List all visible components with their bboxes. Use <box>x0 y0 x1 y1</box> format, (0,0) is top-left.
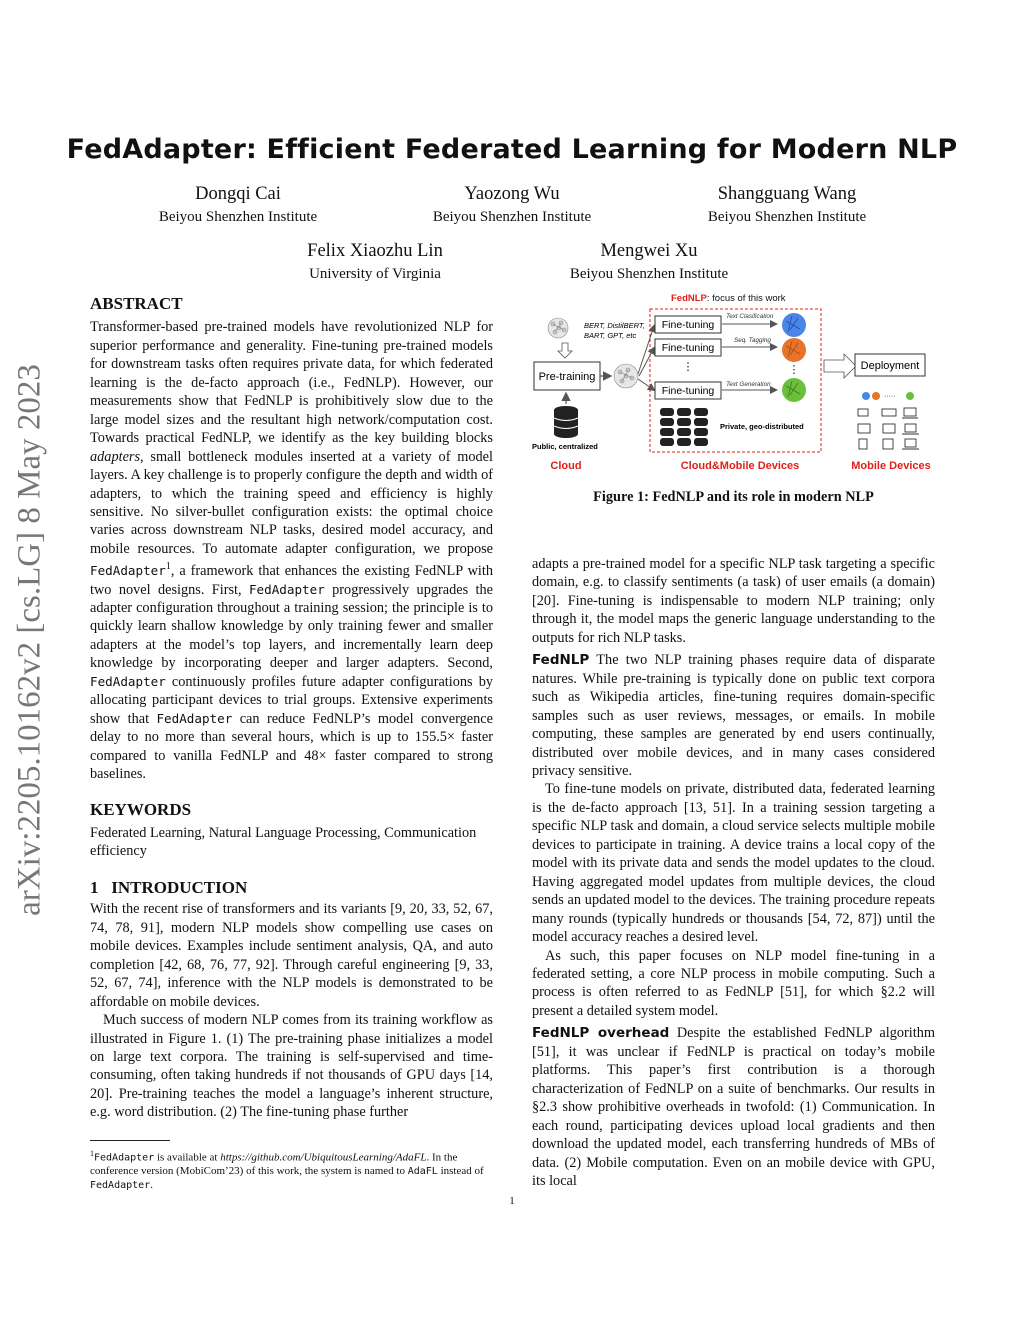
svg-text:·····: ····· <box>884 393 896 400</box>
right-column <box>532 555 935 1190</box>
footnote-url[interactable]: https://github.com/UbiquitousLearning/AdaFL <box>220 1151 427 1164</box>
footnote: $^1$FedAdapter is available at https://github.com/UbiquitousLearning/AdaFL. In the conference version (MobiCom’23) of this work, the system is named to AdaFL instead of FedAdapter. <box>90 1149 484 1191</box>
vdots: ⋮ <box>788 364 800 376</box>
author-affiliation: Beiyou Shenzhen Institute <box>158 209 318 225</box>
figure-diagram <box>528 288 938 478</box>
label-cloud: Cloud <box>550 460 582 472</box>
down-arrow-icon <box>558 343 572 358</box>
task-model-icon <box>782 378 806 402</box>
author-name: Felix Xiaozhu Lin <box>307 241 443 261</box>
intro-paragraph: Much success of modern NLP comes from its training workflow as illustrated in Figure 1. (1) The pre-training phase initializes a model on large text corpora. The training is self-supervised and time-consuming, often taking hundreds if not thousands of GPU days [14, 20]. Pre-training teaches the model a language’s inherent structure, e.g. word distribution. (2) The fine-tuning phase further <box>90 1012 493 1121</box>
finetuning-label: Fine-tuning <box>661 319 715 331</box>
neural-net-icon <box>548 318 568 338</box>
author-block <box>88 184 388 226</box>
finetuning-label: Fine-tuning <box>661 342 715 354</box>
private-label: Private, geo-distributed <box>720 422 804 431</box>
author-block <box>362 184 662 226</box>
author-name: Dongqi Cai <box>195 184 281 204</box>
task-label: Text Clasification <box>726 313 774 320</box>
model-list: BERT, DistilBERT, <box>584 321 645 330</box>
task-label: Seq. Tagging <box>734 337 771 344</box>
body-paragraph: FedNLP overhead Despite the established FedNLP algorithm [51], it was unclear if FedNLP is practical on today’s mobile platforms. This paper’s first contribution is a thorough characterization of FedNLP on a suite of benchmarks. Our results in §2.3 show prohibitive overheads in twofold: (1) Communication. In each round, participating devices upload local gradients and then download the updated model, each transferring hundreds of MBs of data. (2) Mobile computation. Even on an mobile device with GPU, its local <box>532 1025 935 1189</box>
mobile-devices-icons <box>858 392 919 449</box>
left-column <box>90 295 493 1122</box>
intro-heading: 1 INTRODUCTION <box>90 877 248 897</box>
label-cloud-mobile: Cloud&Mobile Devices <box>680 460 800 472</box>
body-paragraph: FedNLP The two NLP training phases require data of disparate natures. While pre-training is typically done on public text corpora such as Wikipedia articles, fine-tuning requires domain-specific samples such as user reviews, messages, or emails. In mobile computing, these samples are generated by end users continually, distributed over mobile devices, and in many cases considered privacy sensitive. <box>532 652 935 779</box>
task-label: Text Generation <box>726 381 771 388</box>
author-name: Mengwei Xu <box>600 241 698 261</box>
arxiv-identifier <box>0 355 60 925</box>
intro-paragraph: With the recent rise of transformers and its variants [9, 20, 33, 52, 67, 74, 78, 91], modern NLP models show compelling use cases on mobile devices. Examples include sentiment analysis, QA, and auto completion [42, 68, 76, 77, 92]. Through careful engineering [9, 33, 52, 67, 74], inference with the NLP models is demonstrated to be affordable on mobile devices. <box>90 901 493 1010</box>
author-affiliation: University of Virginia <box>309 266 441 282</box>
figure-header: FedNLP: focus of this work <box>671 293 786 304</box>
author-affiliation: Beiyou Shenzhen Institute <box>432 209 592 225</box>
keywords-heading: KEYWORDS <box>90 799 192 819</box>
database-icon <box>554 394 578 438</box>
body-paragraph: As such, this paper focuses on NLP model fine-tuning in a federated setting, a core NLP process in mobile computing. Such a process is often referred to as FedNLP [51], for which §2.2 will present a detailed system model. <box>532 947 935 1019</box>
abstract-heading: ABSTRACT <box>90 294 183 313</box>
footnote-rule <box>90 1140 170 1141</box>
author-affiliation: Beiyou Shenzhen Institute <box>569 266 729 282</box>
finetuning-label: Fine-tuning <box>661 385 715 397</box>
right-arrow-icon <box>824 354 856 378</box>
author-name: Yaozong Wu <box>464 184 560 204</box>
body-paragraph: To fine-tune models on private, distributed data, federated learning is the de-facto approach [13, 51]. In a training session targeting a specific NLP task and domain, a cloud service selects multiple mobile devices to participate in training. A device trains a local copy of the model with its private data and sends the model updates to the cloud. Having aggregated model updates from multiple devices, the cloud sends an updated model to the devices. The training procedure repeats many rounds (typically hundreds or thousands [54, 72, 87]) until the model accuracy reaches a desired level. <box>532 781 935 946</box>
author-block <box>637 184 937 226</box>
body-paragraph: adapts a pre-trained model for a specific NLP task targeting a specific domain, e.g. to classify sentiments (a task) of user emails (a domain) [20]. Fine-tuning is indispensable to modern NLP training; only through it, the model maps the generic language understanding to the outputs for rich NLP tasks. <box>532 556 935 646</box>
page-number: 1 <box>509 1195 515 1207</box>
model-list: BART, GPT, etc <box>584 331 637 340</box>
neural-net-icon <box>614 364 638 388</box>
database-icon-group <box>660 408 708 446</box>
keywords-text: Federated Learning, Natural Language Processing, Communication efficiency <box>90 825 477 860</box>
author-affiliation: Beiyou Shenzhen Institute <box>707 209 867 225</box>
deployment-label: Deployment <box>860 360 920 372</box>
task-model-icon <box>782 338 806 362</box>
label-mobile: Mobile Devices <box>851 460 931 472</box>
author-block <box>499 241 799 283</box>
author-block <box>225 241 525 283</box>
arxiv-text: arXiv:2205.10162v2 [cs.LG] 8 May 2023 <box>11 364 48 916</box>
pretraining-label: Pre-training <box>538 371 596 383</box>
figure-1 <box>528 288 938 478</box>
paper-title: FedAdapter: Efficient Federated Learning for Modern NLP <box>66 134 958 165</box>
runin-heading: FedNLP <box>532 652 590 669</box>
author-name: Shangguang Wang <box>717 184 857 204</box>
runin-heading: FedNLP overhead <box>532 1025 670 1042</box>
vdots: ⋮ <box>682 361 694 373</box>
public-label: Public, centralized <box>532 442 598 451</box>
figure-caption: Figure 1: FedNLP and its role in modern NLP <box>593 489 874 505</box>
task-model-icon <box>782 313 806 337</box>
abstract-text: Transformer-based pre-trained models have revolutionized NLP for superior performance and generality. Fine-tuning pre-trained models for downstream tasks often requires private data, for which federated learning is the de-facto approach (i.e., FedNLP). However, our measurements show that FedNLP is prohibitively slow due to the large model sizes and the resultant high network/computation cost. Towards practical FedNLP, we identify as the key building blocks adapters, small bottleneck modules inserted at a variety of model layers. A key challenge is to properly configure the depth and width of adapters, to which the training speed and efficiency is highly sensitive. No silver-bullet configuration exists: the optimal choice varies across downstream NLP tasks, desired model accuracy, and mobile resources. To automate adapter configuration, we propose FedAdapter$^1$, a framework that enhances the existing FedNLP with two novel designs. First, FedAdapter progressively upgrades the adapter configuration throughout a training session; the principle is to quickly learn shallow knowledge by only training fewer and smaller adapters at the model’s top layers, and incrementally learn deep knowledge by incorporating deeper and larger adapters. Second, FedAdapter continuously profiles future adapter configurations by allocating participant devices to trial groups. Extensive experiments show that FedAdapter can reduce FedNLP’s model convergence delay to no more than several hours, which is up to 155.5× faster compared to vanilla FedNLP and 48× faster compared to strong baselines. <box>90 319 493 783</box>
